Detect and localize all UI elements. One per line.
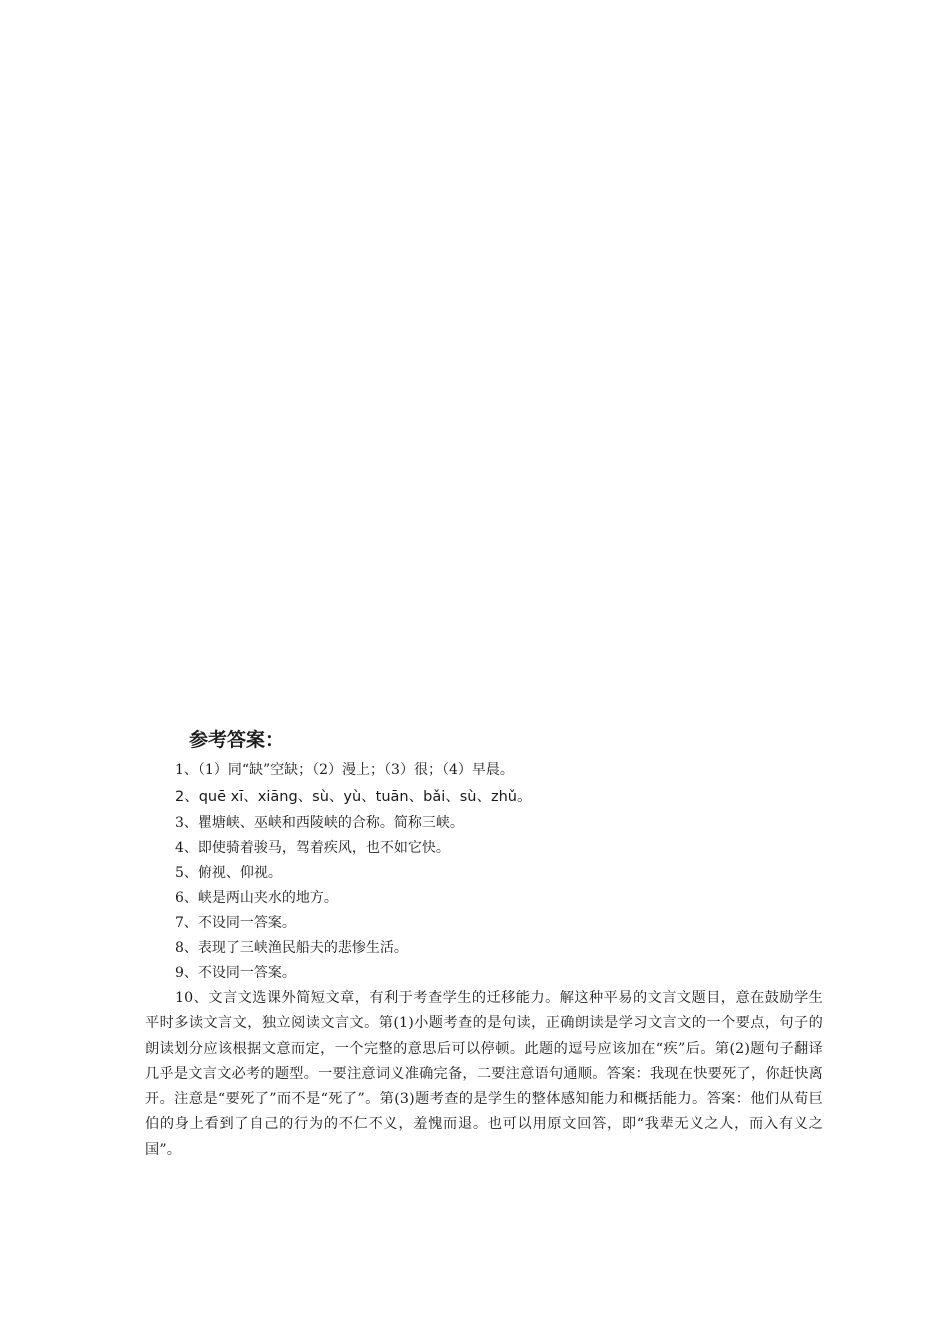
- answer-heading: 参考答案：: [189, 729, 285, 751]
- answer-item-9: 9、不设同一答案。: [175, 965, 296, 981]
- answer-item-2: 2、quē xī、xiāng、sù、yù、tuān、bǎi、sù、zhǔ。: [175, 789, 532, 805]
- answer-item-6: 6、峡是两山夹水的地方。: [175, 890, 338, 906]
- answer-item-4: 4、即使骑着骏马，驾着疾风，也不如它快。: [175, 840, 450, 856]
- answer-item-1: 1、（1）同“缺”空缺；（2）漫上；（3）很；（4）早晨。: [175, 762, 514, 778]
- answer-item-5: 5、俯视、仰视。: [175, 865, 282, 881]
- answer-item-10-paragraph: 10、文言文选课外简短文章，有利于考查学生的迁移能力。解这种平易的文言文题目，意在鼓励学生平时多读文言文，独立阅读文言文。第(1)小题考查的是句读，正确朗读是学习文言文的一个要点，句子的朗读划分应该根据文意而定，一个完整的意思后可以停顿。此题的逗号应该加在“疾”后。第(2)题句子翻译几乎是文言文必考的题型。一要注意词义准确完备，二要注意语句通顺。答案：我现在快要死了，你赶快离开。注意是“要死了”而不是“死了”。第(3)题考查的是学生的整体感知能力和概括能力。答案：他们从荀巨伯的身上看到了自己的行为的不仁不义，羞愧而退。也可以用原文回答，即“我辈无义之人，而入有义之国”。: [145, 990, 823, 1158]
- answer-item-7: 7、不设同一答案。: [175, 915, 296, 931]
- answer-item-8: 8、表现了三峡渔民船夫的悲惨生活。: [175, 940, 408, 956]
- answer-item-3: 3、瞿塘峡、巫峡和西陵峡的合称。简称三峡。: [175, 815, 464, 831]
- answer-section: [145, 722, 823, 1163]
